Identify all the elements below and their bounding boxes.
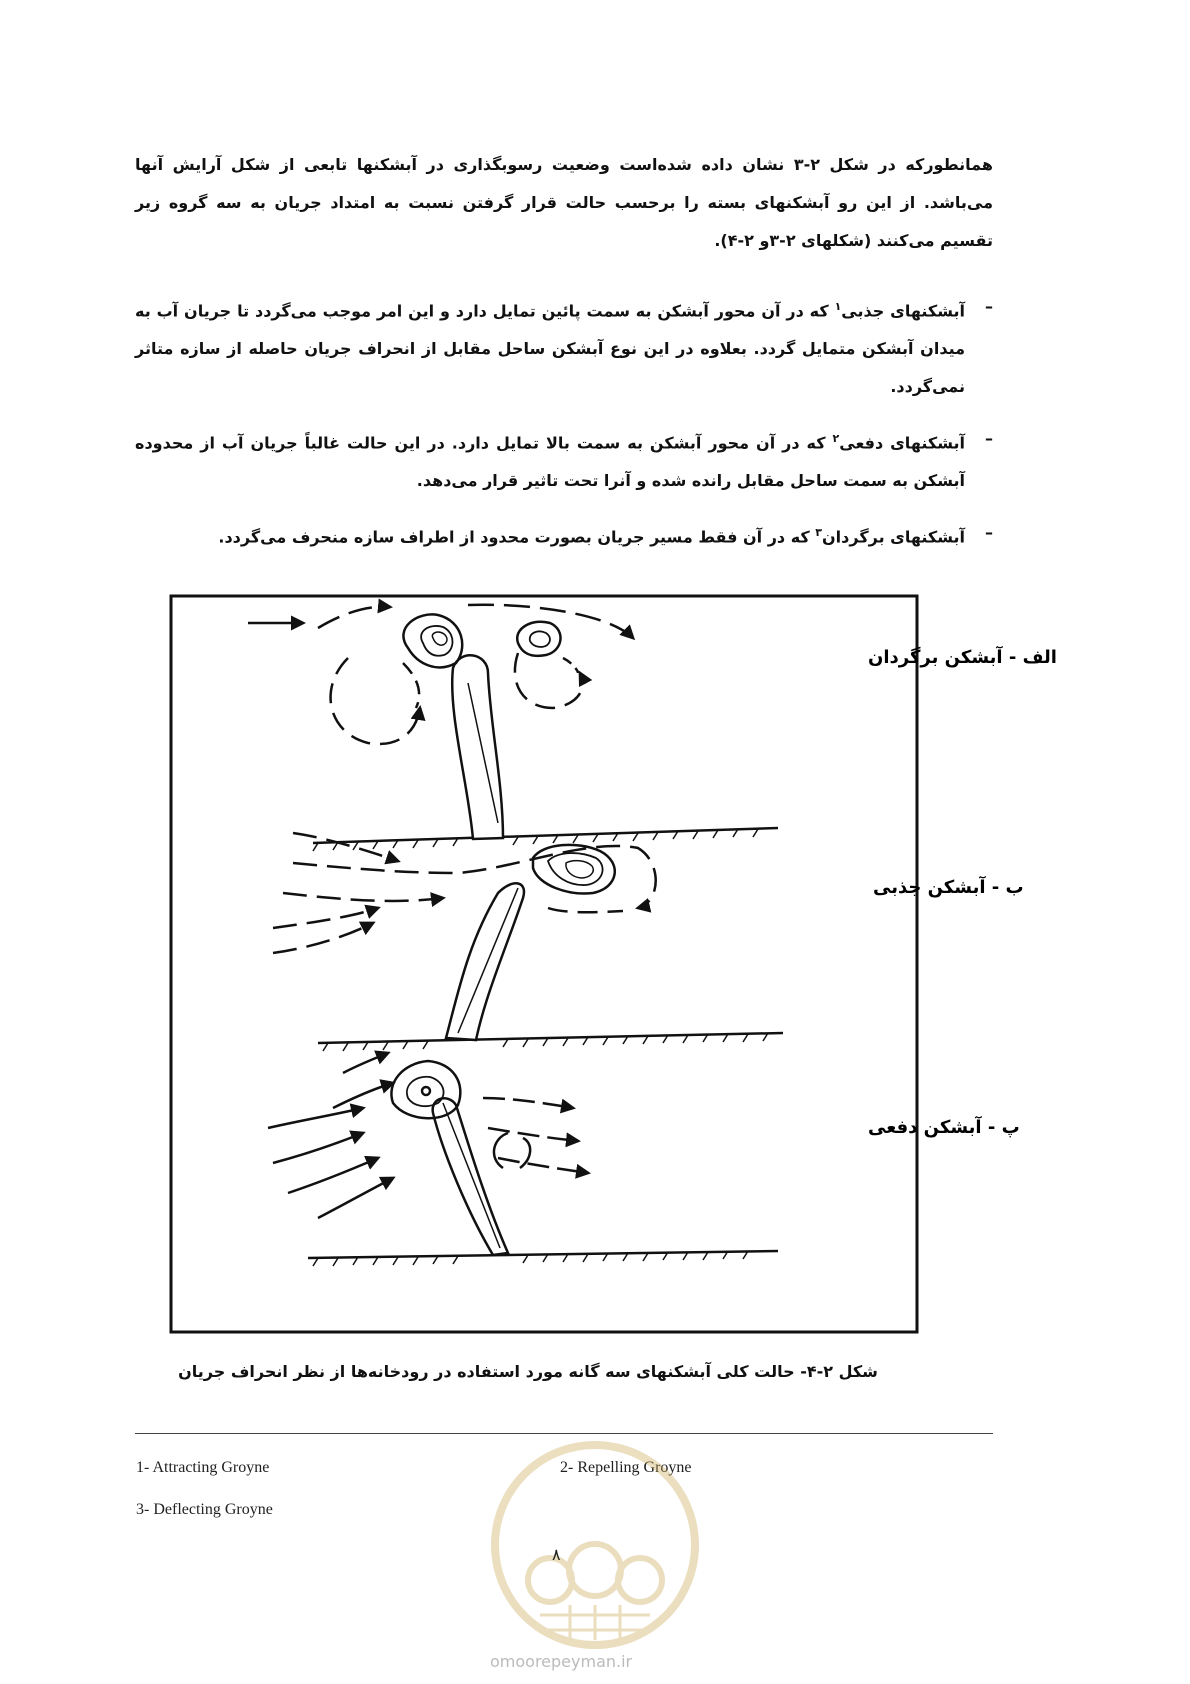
bullet-dash: – [985,429,993,448]
bullet-text: آبشکنهای برگردان$^۳$ که در آن فقط مسیر جریان بصورت محدود از اطراف سازه منحرف می‌گردد. [218,526,965,547]
panel-repelling [268,1053,778,1266]
figure-caption: شکل ۲-۴- حالت کلی آبشکنهای سه گانه مورد استفاده در رودخانه‌ها از نظر انحراف جریان [178,1362,878,1381]
watermark-url: omoorepeyman.ir [490,1652,633,1671]
footnote-2: 2- Repelling Groyne [560,1459,692,1476]
label-attracting: ب - آبشکن جذبی [873,877,1024,898]
panel-attracting [273,833,783,1051]
page-number: ۸ [552,1545,561,1564]
bullet-dash: – [985,523,993,542]
panel-deflecting [248,605,778,851]
label-deflecting: الف - آبشکن برگردان [868,647,1057,668]
watermark-seal [480,1430,710,1660]
bullet-text: آبشکنهای جذبی$^۱$ که در آن محور آبشکن به سمت پائین تمایل دارد و این امر موجب می‌گردد تا جریان آب به میدان آبشکن متمایل گردد. بعلاوه در این نوع آبشکن ساحل مقابل از انحراف جریان حاصله از سازه متاثر نمی‌گردد. [135,300,965,397]
footnote-3: 3- Deflecting Groyne [136,1501,273,1518]
label-repelling: پ - آبشکن دفعی [868,1117,1020,1138]
bullet-repelling [135,420,993,500]
groyne-figure [168,593,1057,1335]
bullet-deflecting [135,514,993,556]
bullet-dash: – [985,297,993,316]
footnote-1: 1- Attracting Groyne [136,1459,270,1476]
intro-paragraph: همانطورکه در شکل ۲-۳ نشان داده شده‌است وضعیت رسوبگذاری در آبشکنها تابعی از شکل آرایش آنها می‌باشد. از این رو آبشکنهای بسته را برحسب حالت قرار گرفتن نسبت به امتداد جریان به سه گروه زیر تقسیم می‌کنند (شکلهای ۲-۳و ۲-۴). [135,155,993,250]
bullet-attracting [135,288,993,406]
bullet-text: آبشکنهای دفعی$^۲$ که در آن محور آبشکن به سمت بالا تمایل دارد. در این حالت غالباً جریان آب از محدوده آبشکن به سمت ساحل مقابل رانده شده و آنرا تحت تاثیر قرار می‌دهد. [135,432,965,491]
